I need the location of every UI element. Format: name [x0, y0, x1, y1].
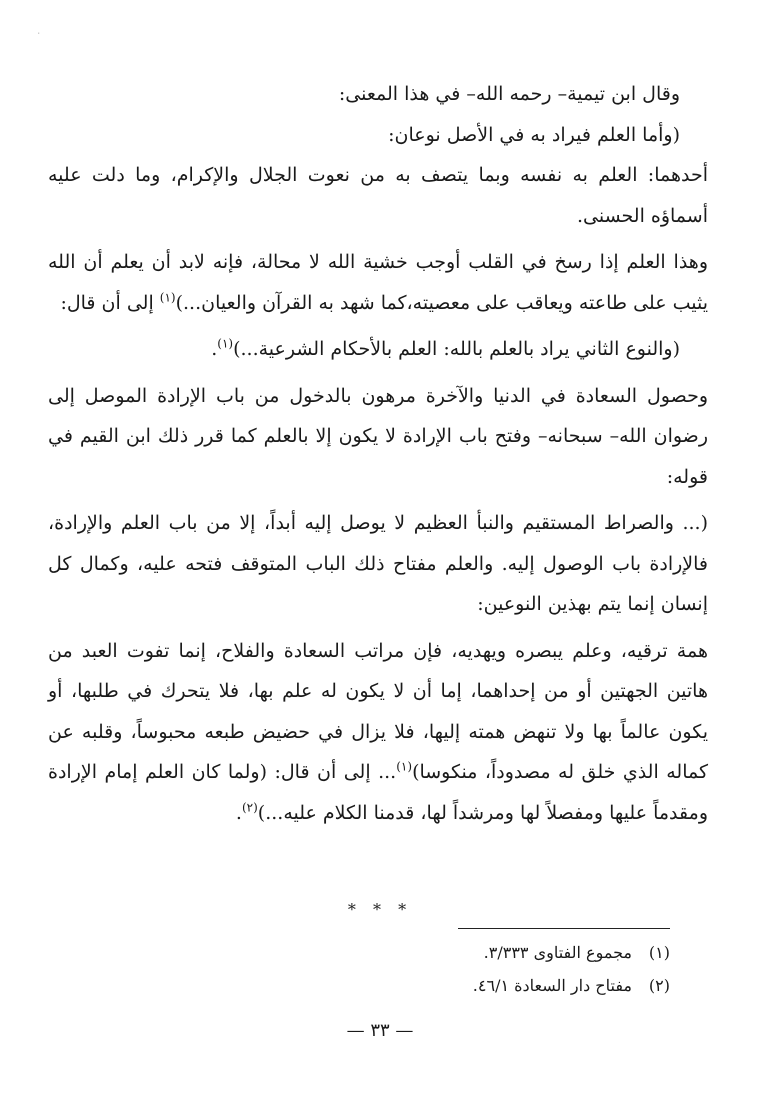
- paragraph-happiness: وحصول السعادة في الدنيا والآخرة مرهون بالدخول من باب الإرادة الموصل إلى رضوان الله– سبحانه– وفتح باب الإرادة لا يكون إلا بالعلم كما قرر ذلك ابن القيم في قوله:: [48, 384, 708, 488]
- page-number: — ٣٣ —: [346, 1020, 414, 1041]
- paragraph-second-type-text: (والنوع الثاني يراد بالعلم بالله: العلم بالأحكام الشرعية...): [233, 338, 680, 360]
- footnote-ref-2[interactable]: (٢): [241, 800, 258, 815]
- main-text: [48, 74, 708, 833]
- footnote-ref-1c[interactable]: (١): [396, 759, 413, 774]
- footnote-item: [270, 969, 670, 1002]
- paragraph-ibn-qayyim-quote: (... والصراط المستقيم والنبأ العظيم لا يوصل إليه أبداً، إلا من باب العلم والإرادة، فالإرادة باب الوصول إليه. والعلم مفتاح ذلك الباب المتوقف فتحه عليه، وكمال كل إنسان إنما يتم بهذين النوعين:: [48, 512, 708, 615]
- paragraph-knowledge-fear: [48, 242, 708, 323]
- corner-mark: ٠: [36, 28, 42, 39]
- paragraph-knowledge-fear-tail: إلى أن قال:: [60, 291, 160, 314]
- paragraph-intro-ibn-taymiyyah: وقال ابن تيمية– رحمه الله– في هذا المعنى:: [338, 83, 680, 105]
- footnote-divider: [458, 928, 670, 929]
- footnote-text: مفتاح دار السعادة ٤٦/١.: [472, 976, 632, 995]
- paragraph-aspiration-tail: .: [235, 801, 242, 824]
- paragraph-aspiration-mid: ... إلى أن قال: (ولما كان العلم إمام الإرادة ومقدماً عليها ومفصلاً لها ومرشداً لها، قدمنا الكلام عليه...): [48, 761, 708, 824]
- paragraph-quote-start: (وأما العلم فيراد به في الأصل نوعان:: [388, 123, 680, 146]
- paragraph-aspiration: [48, 631, 708, 834]
- paragraph-second-type: [48, 329, 708, 370]
- paragraph-second-type-tail: .: [211, 338, 218, 360]
- paragraph-first-type: أحدهما: العلم به نفسه وبما يتصف به من نعوت الجلال والإكرام، وما دلت عليه أسماؤه الحسنى.: [48, 164, 708, 227]
- paragraph-aspiration-text: همة ترقيه، وعلم يبصره ويهديه، فإن مراتب السعادة والفلاح، إنما تفوت العبد من هاتين الجهتين أو من إحداهما، إما أن لا يكون له علم بها، فلا يتحرك في طلبها، أو يكون عالماً بها ولا تنهض همته إليها، فلا يزال في حضيض طبعه محبوساً، وقلبه عن كماله الذي خلق له مصدوداً، منكوسا): [48, 639, 709, 783]
- footnote-number: (٢): [648, 976, 670, 995]
- paragraph-knowledge-fear-text: وهذا العلم إذا رسخ في القلب أوجب خشية الله لا محالة، فإنه لابد أن يعلم أن الله يثيب على طاعته ويعاقب على معصيته،كما شهد به القرآن والعيان...): [48, 251, 708, 314]
- footnote-item: [270, 936, 670, 969]
- section-separator: * * *: [347, 900, 413, 919]
- footnote-text: مجموع الفتاوى ٣/٣٣٣.: [483, 943, 632, 962]
- footnote-number: (١): [648, 943, 670, 962]
- footnotes: [270, 936, 670, 1002]
- footnote-ref-1[interactable]: (١): [159, 290, 176, 305]
- footnote-ref-1b[interactable]: (١): [217, 336, 234, 351]
